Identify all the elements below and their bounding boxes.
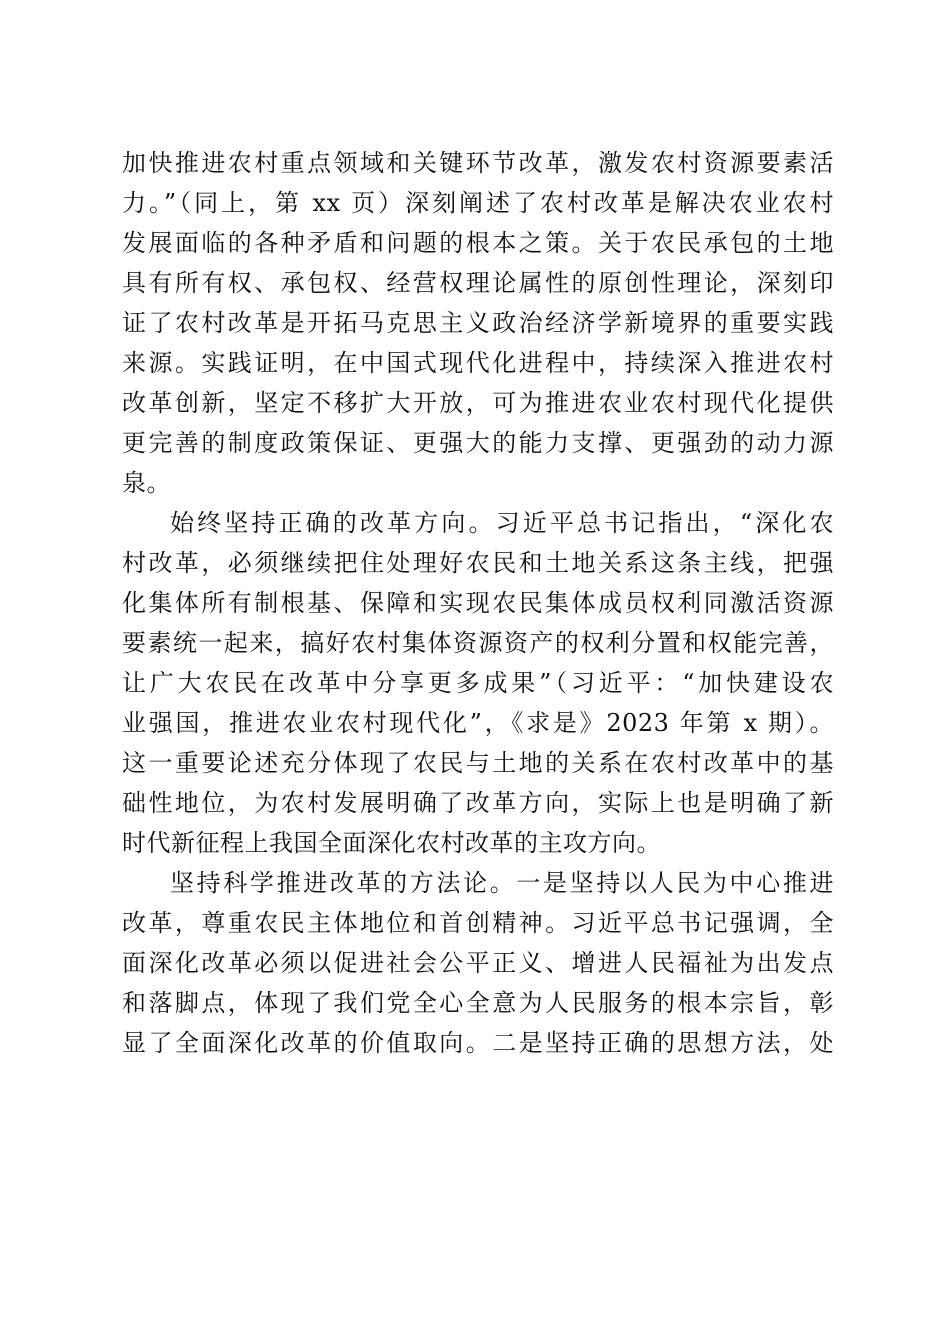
- text-line: 证了农村改革是开拓马克思主义政治经济学新境界的重要实践: [122, 309, 834, 337]
- text-line: 业强国，推进农业农村现代化”，《求是》2023 年第 x 期）。: [122, 709, 834, 737]
- text-line: 础性地位，为农村发展明确了改革方向，实际上也是明确了新: [122, 789, 834, 817]
- text-line: 和落脚点，体现了我们党全心全意为人民服务的根本宗旨，彰: [122, 989, 834, 1017]
- text-line: 坚持科学推进改革的方法论。一是坚持以人民为中心推进: [170, 869, 834, 897]
- paragraph-3: [122, 863, 834, 1063]
- text-line: 要素统一起来，搞好农村集体资源资产的权利分置和权能完善，: [122, 629, 834, 657]
- text-line: 力。”（同上，第 xx 页）深刻阐述了农村改革是解决农业农村: [122, 189, 834, 217]
- text-line: 村改革，必须继续把住处理好农民和土地关系这条主线，把强: [122, 549, 834, 577]
- text-line: 加快推进农村重点领域和关键环节改革，激发农村资源要素活: [122, 149, 834, 177]
- text-line: 时代新征程上我国全面深化农村改革的主攻方向。: [122, 829, 661, 857]
- text-line: 具有所有权、承包权、经营权理论属性的原创性理论，深刻印: [122, 269, 834, 297]
- paragraph-1: [122, 143, 834, 503]
- text-line: 化集体所有制根基、保障和实现农民集体成员权利同激活资源: [122, 589, 834, 617]
- text-line: 更完善的制度政策保证、更强大的能力支撑、更强劲的动力源: [122, 429, 834, 457]
- text-line: 显了全面深化改革的价值取向。二是坚持正确的思想方法，处: [122, 1029, 834, 1057]
- text-line: 始终坚持正确的改革方向。习近平总书记指出，“深化农: [170, 509, 834, 537]
- paragraph-2: [122, 503, 834, 863]
- text-line: 改革，尊重农民主体地位和首创精神。习近平总书记强调，全: [122, 909, 834, 937]
- text-line: 来源。实践证明，在中国式现代化进程中，持续深入推进农村: [122, 349, 834, 377]
- text-line: 面深化改革必须以促进社会公平正义、增进人民福祉为出发点: [122, 949, 834, 977]
- text-line: 这一重要论述充分体现了农民与土地的关系在农村改革中的基: [122, 749, 834, 777]
- text-line: 泉。: [122, 469, 171, 497]
- text-line: 让广大农民在改革中分享更多成果”（习近平：“加快建设农: [122, 669, 834, 697]
- text-line: 发展面临的各种矛盾和问题的根本之策。关于农民承包的土地: [122, 229, 834, 257]
- text-line: 改革创新，坚定不移扩大开放，可为推进农业农村现代化提供: [122, 389, 834, 417]
- document-body: [122, 143, 834, 1063]
